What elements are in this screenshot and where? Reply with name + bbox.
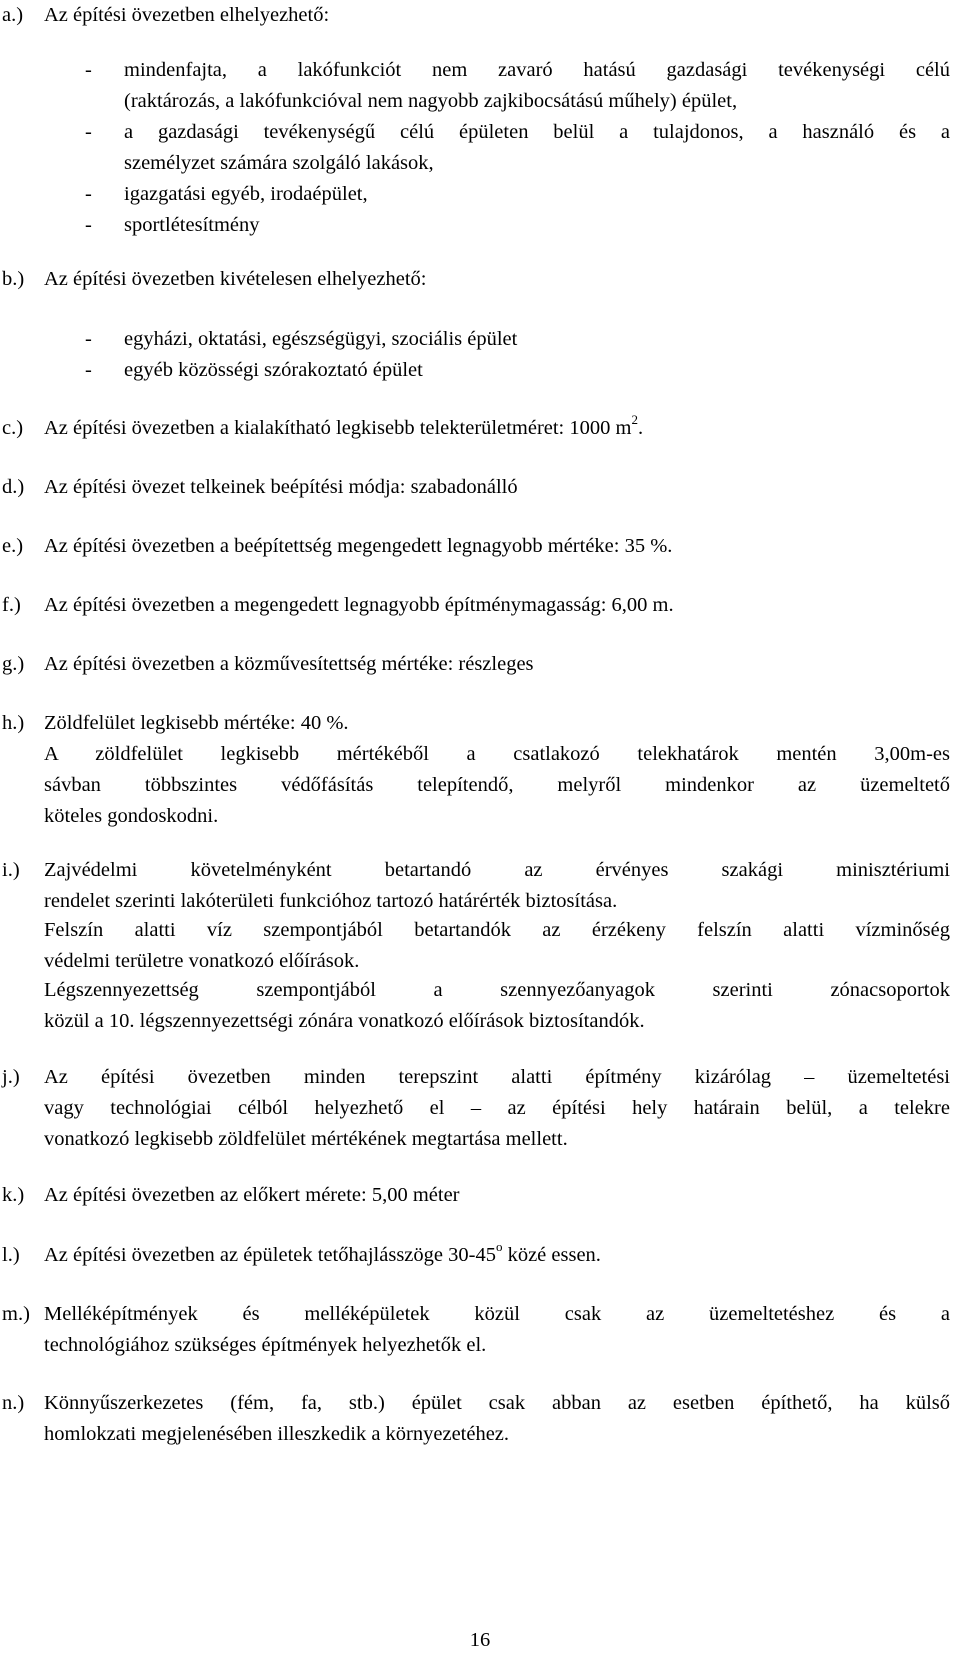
paragraph-line: Az építési övezetben minden terepszint alatti építmény kizárólag – üzemeltetési: [44, 1066, 950, 1088]
section-e-label: e.): [2, 535, 24, 557]
section-j-label: j.): [2, 1066, 20, 1088]
section-i-label: i.): [2, 859, 20, 881]
section-l-text: [44, 1240, 601, 1271]
list-item-text: igazgatási egyéb, irodaépület,: [124, 183, 368, 205]
list-item-text: mindenfajta, a lakófunkciót nem zavaró hatású gazdasági tevékenységi célú: [124, 59, 950, 81]
section-d-label: d.): [2, 476, 25, 498]
paragraph-line: sávban többszintes védőfásítás telepítendő, melyről mindenkor az üzemeltető: [44, 774, 950, 796]
list-item: [0, 179, 960, 210]
section-b-label: b.): [2, 268, 25, 290]
superscript: o: [495, 1239, 503, 1255]
section-c-main: Az építési övezetben a kialakítható legkisebb telekterületméret: 1000 m: [44, 417, 632, 439]
page-number: 16: [469, 1629, 491, 1651]
paragraph-line: Zajvédelmi követelményként betartandó az érvényes szakági minisztériumi: [44, 859, 950, 881]
section-c-label: c.): [2, 417, 24, 439]
paragraph-line: technológiához szükséges építmények helyezhetők el.: [44, 1334, 487, 1356]
section-c-tail: .: [637, 417, 644, 439]
paragraph-line: védelmi területre vonatkozó előírások.: [44, 950, 360, 972]
section-g-text: Az építési övezetben a közművesítettség mértéke: részleges: [44, 653, 534, 675]
list-dash: -: [85, 59, 92, 81]
paragraph-line: vagy technológiai célból helyezhető el – az építési hely határain belül, a telekre: [44, 1097, 950, 1119]
list-dash: -: [85, 359, 92, 381]
list-item-text: egyházi, oktatási, egészségügyi, szociális épület: [124, 328, 518, 350]
section-k-text: Az építési övezetben az előkert mérete: 5,00 méter: [44, 1184, 460, 1206]
superscript: 2: [631, 412, 638, 428]
list-item: [0, 117, 960, 174]
paragraph-line: közül a 10. légszennyezettségi zónára vonatkozó előírások biztosítandók.: [44, 1010, 645, 1032]
list-item-text: egyéb közösségi szórakoztató épület: [124, 359, 423, 381]
list-item-text: a gazdasági tevékenységű célú épületen belül a tulajdonos, a használó és a: [124, 121, 950, 143]
section-h-line1: Zöldfelület legkisebb mértéke: 40 %.: [44, 712, 349, 734]
paragraph-line: Légszennyezettség szempontjából a szennyezőanyagok szerinti zónacsoportok: [44, 979, 950, 1001]
section-a-heading: Az építési övezetben elhelyezhető:: [44, 4, 330, 26]
paragraph-line: A zöldfelület legkisebb mértékéből a csatlakozó telekhatárok mentén 3,00m-es: [44, 743, 950, 765]
section-m-label: m.): [2, 1303, 30, 1325]
paragraph-line: Melléképítmények és melléképületek közül csak az üzemeltetéshez és a: [44, 1303, 950, 1325]
section-g-label: g.): [2, 653, 25, 675]
section-n-label: n.): [2, 1392, 25, 1414]
list-item: [0, 210, 960, 241]
section-f-text: Az építési övezetben a megengedett legnagyobb építménymagasság: 6,00 m.: [44, 594, 674, 616]
list-item: [0, 324, 960, 355]
list-item: [0, 355, 960, 386]
section-b-heading: Az építési övezetben kivételesen elhelyezhető:: [44, 268, 427, 290]
section-l-label: l.): [2, 1244, 20, 1266]
paragraph-line: vonatkozó legkisebb zöldfelület mértékének megtartása mellett.: [44, 1128, 568, 1150]
section-d-text: Az építési övezet telkeinek beépítési módja: szabadonálló: [44, 476, 518, 498]
section-c-text: [44, 413, 643, 444]
list-dash: -: [85, 214, 92, 236]
list-item-text: sportlétesítmény: [124, 214, 260, 236]
paragraph-line: köteles gondoskodni.: [44, 805, 219, 827]
list-dash: -: [85, 328, 92, 350]
section-k-label: k.): [2, 1184, 25, 1206]
paragraph-line: Felszín alatti víz szempontjából betartandók az érzékeny felszín alatti vízminőség: [44, 919, 950, 941]
list-item-text-cont: személyzet számára szolgáló lakások,: [124, 152, 434, 174]
section-l-tail: közé essen.: [502, 1244, 601, 1266]
paragraph-line: homlokzati megjelenésében illeszkedik a környezetéhez.: [44, 1423, 510, 1445]
list-dash: -: [85, 121, 92, 143]
paragraph-line: rendelet szerinti lakóterületi funkcióhoz tartozó határérték biztosítása.: [44, 890, 618, 912]
paragraph-line: Könnyűszerkezetes (fém, fa, stb.) épület csak abban az esetben építhető, ha külső: [44, 1392, 950, 1414]
list-dash: -: [85, 183, 92, 205]
section-a-label: a.): [2, 4, 24, 26]
list-item-text-cont: (raktározás, a lakófunkcióval nem nagyobb zajkibocsátású műhely) épület,: [124, 90, 738, 112]
section-l-main: Az építési övezetben az épületek tetőhajlásszöge 30-45: [44, 1244, 496, 1266]
section-e-text: Az építési övezetben a beépítettség megengedett legnagyobb mértéke: 35 %.: [44, 535, 673, 557]
list-item: [0, 55, 960, 112]
section-h-label: h.): [2, 712, 25, 734]
section-f-label: f.): [2, 594, 21, 616]
